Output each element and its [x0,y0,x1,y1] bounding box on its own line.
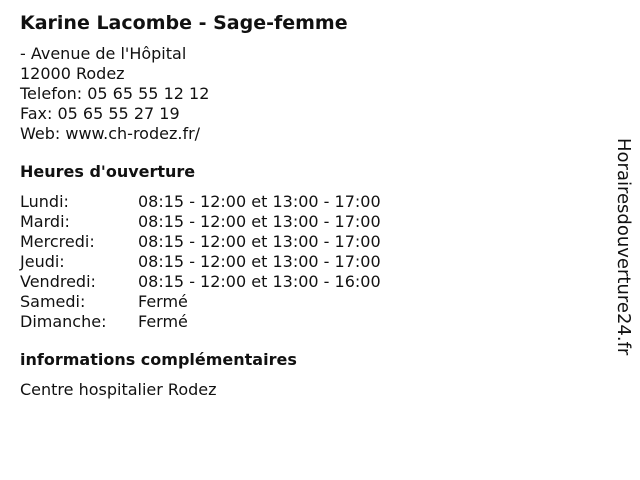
day-label: Vendredi: [20,272,96,291]
additional-info-heading: informations complémentaires [20,350,297,369]
hours-row-wednesday [20,232,600,252]
time-value: Fermé [138,312,188,331]
time-value: Fermé [138,292,188,311]
hours-row-tuesday [20,212,600,232]
address-city: 12000 Rodez [20,64,125,83]
business-card [20,10,600,400]
fax-number: Fax: 05 65 55 27 19 [20,104,180,123]
contact-block [20,44,600,144]
hours-row-friday [20,272,600,292]
phone-number: Telefon: 05 65 55 12 12 [20,84,210,103]
hours-row-saturday [20,292,600,312]
website-link[interactable]: Web: www.ch-rodez.fr/ [20,124,201,143]
time-value: 08:15 - 12:00 et 13:00 - 17:00 [138,192,381,211]
day-label: Mercredi: [20,232,95,251]
opening-hours-table [20,192,600,332]
opening-hours-heading: Heures d'ouverture [20,162,196,181]
day-label: Dimanche: [20,312,107,331]
day-label: Samedi: [20,292,86,311]
hours-row-monday [20,192,600,212]
business-name: Karine Lacombe - Sage-femme [20,12,348,34]
additional-info-text: Centre hospitalier Rodez [20,380,217,399]
day-label: Mardi: [20,212,70,231]
address-street: - Avenue de l'Hôpital [20,44,187,63]
time-value: 08:15 - 12:00 et 13:00 - 17:00 [138,252,381,271]
site-watermark: Horairesdouverture24.fr [613,138,634,356]
hours-row-sunday [20,312,600,332]
day-label: Jeudi: [20,252,65,271]
time-value: 08:15 - 12:00 et 13:00 - 17:00 [138,212,381,231]
day-label: Lundi: [20,192,69,211]
hours-row-thursday [20,252,600,272]
time-value: 08:15 - 12:00 et 13:00 - 17:00 [138,232,381,251]
time-value: 08:15 - 12:00 et 13:00 - 16:00 [138,272,381,291]
